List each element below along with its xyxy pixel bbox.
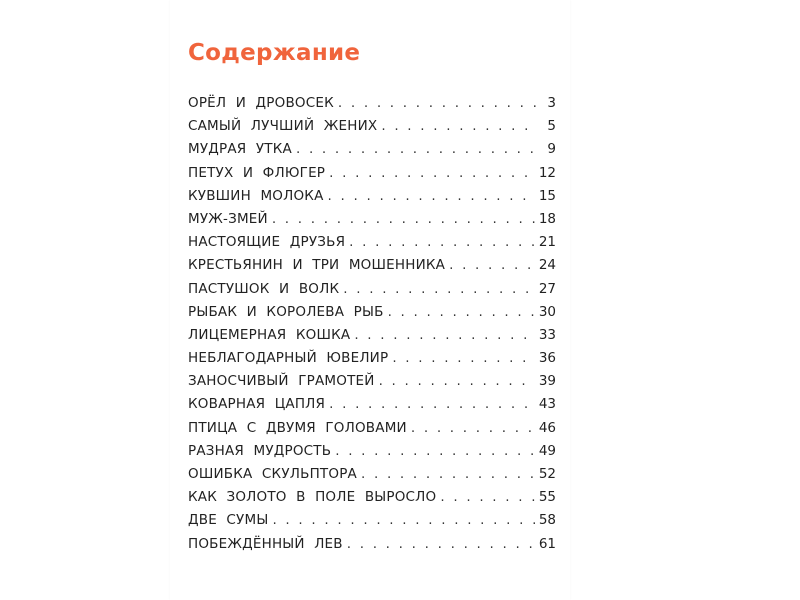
toc-entry-title: МУДРАЯ УТКА [188,141,292,158]
toc-entry-page-number: 36 [538,350,556,367]
toc-leader-dots [349,234,535,250]
toc-entry[interactable] [188,118,556,141]
toc-entry-title: НЕБЛАГОДАРНЫЙ ЮВЕЛИР [188,350,389,367]
toc-leader-dots [329,396,535,412]
toc-leader-dots [361,466,535,482]
toc-entry-title: КРЕСТЬЯНИН И ТРИ МОШЕННИКА [188,257,446,274]
toc-entry-page-number: 52 [538,466,556,482]
toc-entry-page-number: 9 [547,141,556,158]
toc-entry[interactable] [188,327,556,350]
toc-leader-dots [354,327,535,343]
toc-entry-page-number: 61 [538,535,556,552]
toc-entry-page-number: 3 [547,95,556,111]
toc-entry-title: ПАСТУШОК И ВОЛК [188,280,340,297]
toc-entry[interactable] [188,536,556,559]
toc-entry-page-number: 58 [538,512,556,529]
toc-entry-title: РАЗНАЯ МУДРОСТЬ [188,442,332,459]
toc-leader-dots [392,350,534,366]
toc-leader-dots [272,211,535,227]
toc-entry[interactable] [188,234,556,257]
toc-entry[interactable] [188,211,556,234]
toc-leader-dots [379,373,535,389]
toc-entry-page-number: 55 [538,489,556,506]
toc-leader-dots [343,281,535,297]
toc-leader-dots [335,443,535,459]
toc-entry-title: МУЖ-ЗМЕЙ [188,210,268,227]
toc-entry-title: ОШИБКА СКУЛЬПТОРА [188,466,357,482]
toc-entry-title: ПОБЕЖДЁННЫЙ ЛЕВ [188,535,343,552]
toc-entry-page-number: 21 [538,234,556,251]
toc-leader-dots [388,304,535,320]
toc-entry-title: ПТИЦА С ДВУМЯ ГОЛОВАМИ [188,419,407,436]
toc-entry-page-number: 27 [538,280,556,297]
toc-leader-dots [411,420,535,436]
toc-entry[interactable] [188,350,556,373]
toc-leader-dots [272,512,534,528]
toc-entry-page-number: 39 [538,373,556,390]
toc-entry[interactable] [188,373,556,396]
toc-entry[interactable] [188,188,556,211]
toc-entry[interactable] [188,95,556,118]
toc-entry-page-number: 24 [538,257,556,274]
toc-entry-title: ДВЕ СУМЫ [188,512,269,529]
toc-entry[interactable] [188,512,556,535]
toc-leader-dots [347,536,535,552]
book-page [170,0,570,600]
toc-entry-page-number: 18 [538,210,556,227]
toc-leader-dots [296,141,538,157]
toc-entry-title: САМЫЙ ЛУЧШИЙ ЖЕНИХ [188,118,378,135]
toc-entry-page-number: 12 [538,164,556,181]
toc-entry-page-number: 30 [538,303,556,320]
toc-entry-title: РЫБАК И КОРОЛЕВА РЫБ [188,303,384,320]
toc-entry-page-number: 5 [547,118,556,135]
toc-leader-dots [329,165,535,181]
toc-entry[interactable] [188,304,556,327]
toc-entry-title: НАСТОЯЩИЕ ДРУЗЬЯ [188,234,346,251]
toc-entry[interactable] [188,165,556,188]
toc-leader-dots [328,188,535,204]
toc-entry[interactable] [188,281,556,304]
toc-entry-title: ПЕТУХ И ФЛЮГЕР [188,164,326,181]
toc-entry[interactable] [188,257,556,280]
toc-entry-title: ОРЁЛ И ДРОВОСЕК [188,95,334,111]
toc-entry-title: КУВШИН МОЛОКА [188,187,324,204]
toc-entry[interactable] [188,396,556,419]
toc-leader-dots [381,118,538,134]
toc-entry-title: КАК ЗОЛОТО В ПОЛЕ ВЫРОСЛО [188,489,437,506]
page-title: Содержание [188,40,361,66]
toc-entry-title: ЛИЦЕМЕРНАЯ КОШКА [188,326,351,343]
toc-entry[interactable] [188,466,556,489]
toc-entry-page-number: 33 [538,326,556,343]
toc-entry-title: КОВАРНАЯ ЦАПЛЯ [188,396,326,413]
toc-entry[interactable] [188,489,556,512]
toc-leader-dots [449,257,535,273]
toc-entry-page-number: 43 [538,396,556,413]
toc-entry-page-number: 49 [538,442,556,459]
toc-leader-dots [338,95,538,111]
toc-leader-dots [440,489,534,505]
toc-entry-title: ЗАНОСЧИВЫЙ ГРАМОТЕЙ [188,373,375,390]
toc-entry[interactable] [188,420,556,443]
toc-entry-page-number: 46 [538,419,556,436]
toc-entry-page-number: 15 [538,187,556,204]
toc-entry[interactable] [188,141,556,164]
toc-entry[interactable] [188,443,556,466]
table-of-contents [188,95,556,559]
